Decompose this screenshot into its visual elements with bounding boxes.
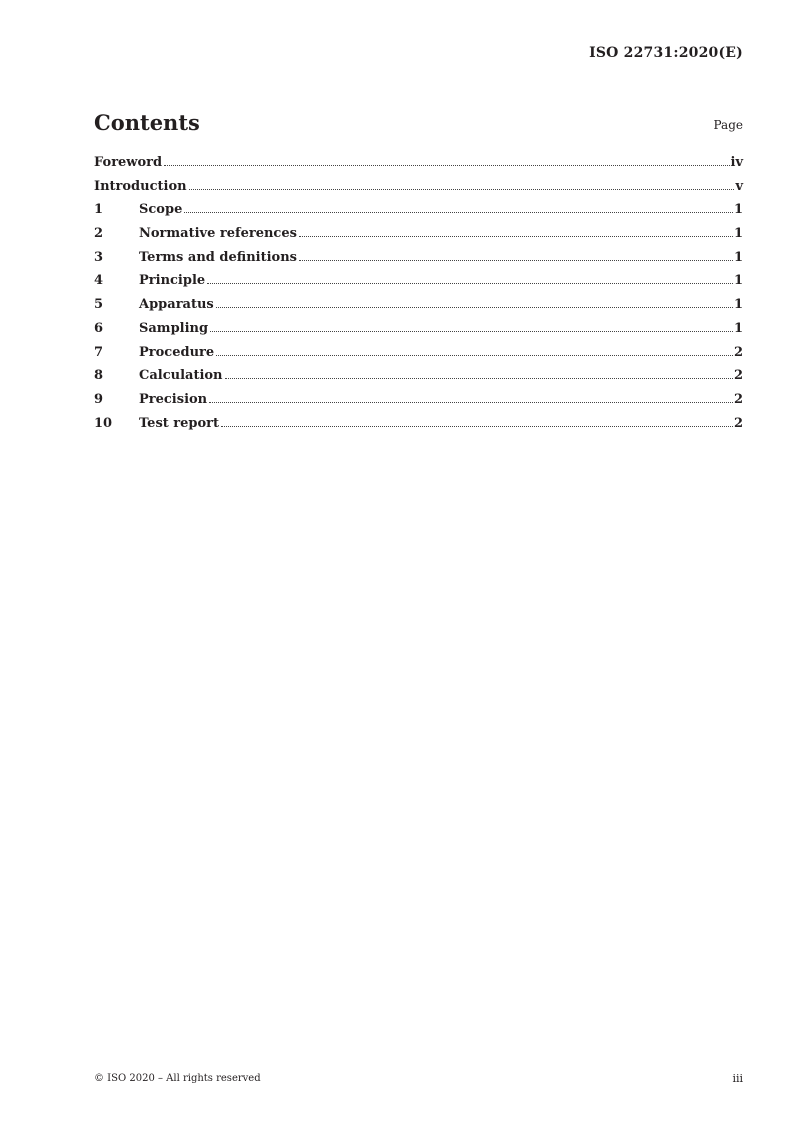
- toc-entry-title: Terms and definitions: [139, 249, 297, 265]
- toc-entry-principle[interactable]: [94, 273, 743, 297]
- toc-entry-title: Procedure: [139, 344, 215, 360]
- toc-entry-title: Calculation: [139, 368, 223, 384]
- toc-entry-number: 1: [94, 202, 104, 218]
- toc-entry-sampling[interactable]: [94, 321, 743, 345]
- toc-entry-number: 3: [94, 249, 104, 265]
- toc-entry-page: 1: [733, 226, 743, 242]
- dot-leader: [299, 259, 733, 261]
- toc-entry-page: v: [735, 178, 743, 194]
- contents-heading: Contents: [94, 110, 200, 135]
- toc-entry-page: iv: [730, 155, 743, 170]
- toc-entry-page: 2: [733, 368, 743, 384]
- toc-entry-page: 1: [733, 202, 743, 218]
- dot-leader: [216, 354, 733, 356]
- toc-entry-number: 10: [94, 415, 113, 431]
- toc-entry-title: Sampling: [139, 320, 209, 336]
- toc-entry-procedure[interactable]: [94, 345, 743, 369]
- toc-entry-number: 4: [94, 273, 104, 289]
- dot-leader: [299, 235, 733, 237]
- dot-leader: [184, 211, 733, 213]
- toc-entry-calculation[interactable]: [94, 368, 743, 392]
- toc-entry-test-report[interactable]: [94, 416, 743, 440]
- dot-leader: [210, 330, 733, 332]
- toc-entry-page: 1: [733, 297, 743, 313]
- toc-entry-precision[interactable]: [94, 392, 743, 416]
- toc-entry-title: Scope: [139, 202, 183, 218]
- toc-entry-page: 1: [733, 273, 743, 289]
- toc-entry-number: 9: [94, 391, 104, 407]
- toc-entry-page: 2: [733, 344, 743, 360]
- toc-entry-number: 7: [94, 344, 104, 360]
- toc-entry-terms-and-definitions[interactable]: [94, 250, 743, 274]
- toc-entry-number: 8: [94, 368, 104, 384]
- toc-entry-scope[interactable]: [94, 202, 743, 226]
- toc-entry-number: 5: [94, 297, 104, 313]
- toc-entry-number: 6: [94, 320, 104, 336]
- toc-entry-foreword[interactable]: [94, 155, 743, 179]
- toc-entry-title: Introduction: [94, 178, 187, 194]
- toc-entry-introduction[interactable]: [94, 179, 743, 203]
- toc-entry-title: Apparatus: [139, 297, 214, 313]
- toc-entry-apparatus[interactable]: [94, 297, 743, 321]
- toc-entry-title: Normative references: [139, 226, 297, 242]
- dot-leader: [207, 282, 733, 284]
- toc-entry-page: 1: [733, 249, 743, 265]
- page-column-label: Page: [713, 118, 743, 132]
- dot-leader: [209, 401, 733, 403]
- dot-leader: [189, 188, 735, 190]
- toc-entry-normative-references[interactable]: [94, 226, 743, 250]
- document-id: ISO 22731:2020(E): [589, 45, 743, 61]
- footer-page-number: iii: [732, 1072, 743, 1085]
- toc-entry-page: 2: [733, 415, 743, 431]
- table-of-contents: [94, 155, 743, 439]
- toc-entry-page: 1: [733, 320, 743, 336]
- toc-entry-title: Precision: [139, 391, 208, 407]
- dot-leader: [164, 164, 729, 166]
- toc-entry-number: 2: [94, 226, 104, 242]
- dot-leader: [221, 425, 733, 427]
- toc-entry-title: Foreword: [94, 155, 163, 170]
- dot-leader: [216, 306, 733, 308]
- toc-entry-title: Principle: [139, 273, 206, 289]
- toc-entry-title: Test report: [139, 415, 220, 431]
- footer-copyright: © ISO 2020 – All rights reserved: [94, 1073, 261, 1084]
- toc-entry-page: 2: [733, 391, 743, 407]
- dot-leader: [225, 377, 733, 379]
